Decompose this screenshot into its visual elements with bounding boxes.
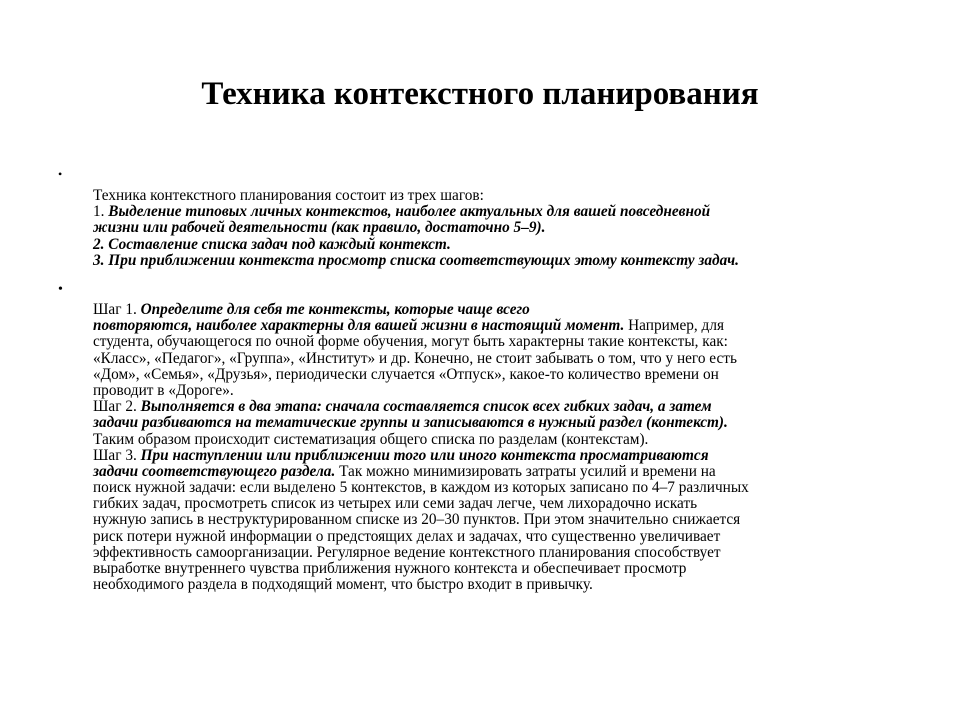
detail-line: необходимого раздела в подходящий момент, что быстро входит в привычку. <box>93 576 593 594</box>
bullet-marker: • <box>58 167 63 181</box>
detail-line: выработке внутреннего чувства приближения нужного контекста и обеспечивает просмотр <box>93 560 687 577</box>
overview-step-1 <box>93 204 913 220</box>
detail-line <box>93 399 913 415</box>
detail-line: студента, обучающегося по очной форме обучения, могут быть характерны такие контексты, как: <box>93 333 728 351</box>
steps-overview <box>93 188 913 269</box>
step-emphasis: Определите для себя те контексты, которые чаще всего <box>140 301 530 318</box>
overview-step-1-cont: жизни или рабочей деятельности (как правило, достаточно 5–9). <box>93 219 546 237</box>
detail-line: поиск нужной задачи: если выделено 5 контекстов, в каждом из которых записано по 4–7 различных <box>93 479 749 497</box>
detail-line: эффективность самоорганизации. Регулярное ведение контекстного планирования способствует <box>93 543 721 561</box>
detail-line: проводит в «Дороге». <box>93 381 234 399</box>
step-label: Шаг 1. <box>93 301 141 318</box>
detail-line: задачи разбиваются на тематические группы и записываются в нужный раздел (контекст). <box>93 414 728 432</box>
overview-step-3: 3. При приближении контекста просмотр списка соответствующих этому контексту задач. <box>93 251 739 269</box>
detail-line: Таким образом происходит систематизация общего списка по разделам (контекстам). <box>93 430 649 448</box>
detail-line: нужную запись в неструктурированном списке из 20–30 пунктов. При этом значительно снижается <box>93 511 741 529</box>
step-emphasis: задачи соответствующего раздела. <box>93 462 336 480</box>
step-text: Выделение типовых личных контекстов, наиболее актуальных для вашей повседневной <box>108 203 711 221</box>
detail-line <box>93 302 913 318</box>
step-number: 1. <box>93 203 109 221</box>
detail-line: «Класс», «Педагог», «Группа», «Институт» и др. Конечно, не стоит забывать о том, что у него есть <box>93 349 737 367</box>
step-text: Например, для <box>624 317 725 335</box>
detail-line <box>93 464 913 480</box>
detail-line <box>93 318 913 334</box>
detail-line <box>93 448 913 464</box>
step-label: Шаг 2. <box>93 398 141 416</box>
overview-intro: Техника контекстного планирования состоит из трех шагов: <box>93 187 484 204</box>
detail-line: «Дом», «Семья», «Друзья», периодически случается «Отпуск», какое-то количество времени он <box>93 365 719 383</box>
detail-line: риск потери нужной информации о предстоящих делах и задачах, что существенно увеличивает <box>93 527 721 545</box>
step-text: Так можно минимизировать затраты усилий и времени на <box>335 462 716 480</box>
overview-step-2: 2. Составление списка задач под каждый контекст. <box>93 235 451 253</box>
slide-title: Техника контекстного планирования <box>201 76 759 112</box>
step-emphasis: повторяются, наиболее характерны для вашей жизни в настоящий момент. <box>93 317 625 335</box>
step-emphasis: При наступлении или приближении того или иного контекста просматриваются <box>140 446 709 464</box>
step-label: Шаг 3. <box>93 446 141 464</box>
steps-detail <box>93 302 913 593</box>
step-emphasis: Выполняется в два этапа: сначала составляется список всех гибких задач, а затем <box>140 398 712 416</box>
detail-line: гибких задач, просмотреть список из четырех или семи задач легче, чем лихорадочно искать <box>93 495 698 513</box>
bullet-marker: • <box>58 282 63 297</box>
